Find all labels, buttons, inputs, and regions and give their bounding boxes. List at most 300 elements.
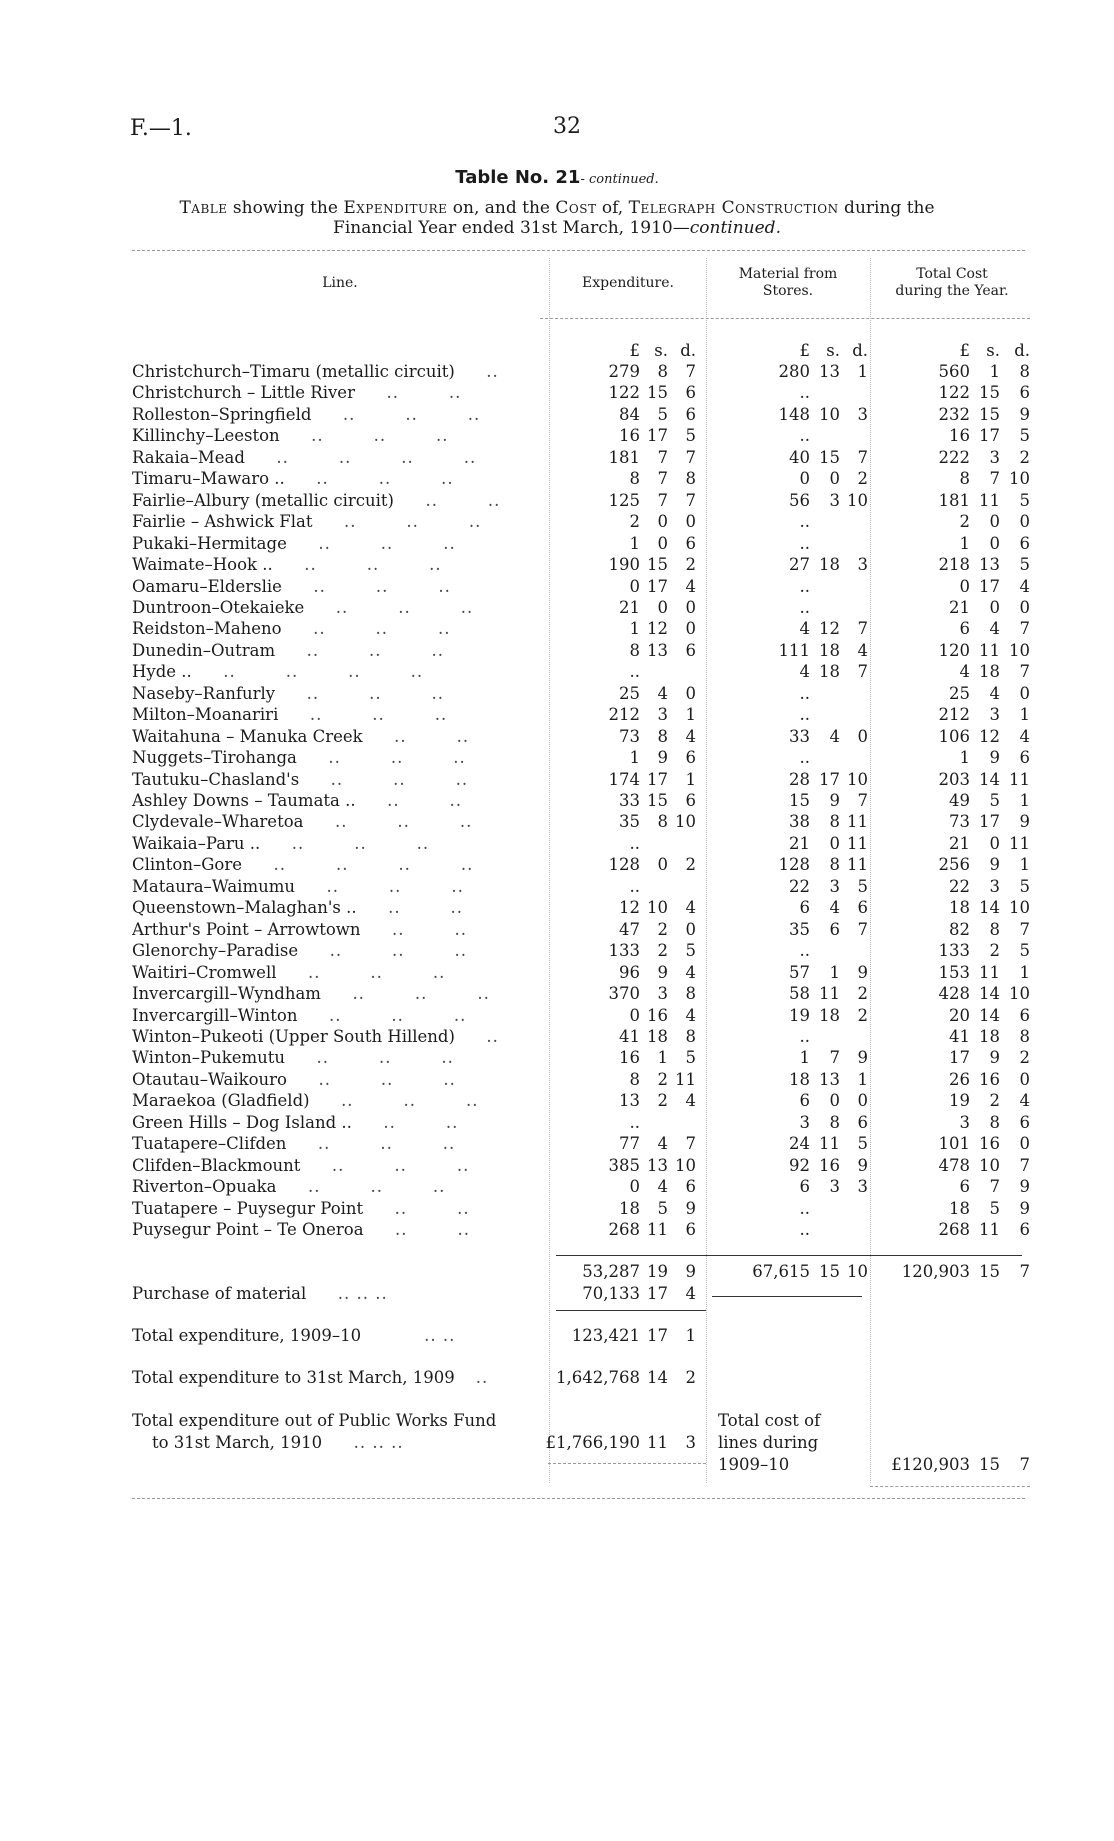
line-name [132,747,548,768]
table-row [0,1176,1114,1197]
exp-shillings: 2 [657,919,668,939]
exp-pence: 0 [685,683,696,703]
mat-pounds: 15 [789,791,810,810]
exp-pounds: 96 [619,962,640,982]
total-1909-row [0,1325,1114,1346]
line-name-text: Green Hills – Dog Island .. [132,1112,352,1132]
exp-shillings: 4 [657,1177,668,1197]
mat-pence: 9 [857,962,868,982]
tot-shillings: 3 [989,705,1000,725]
subtitle-word-cost: Cost [555,198,597,218]
exp-shilling-head: s. [654,341,668,360]
mat-pounds: 111 [778,640,810,660]
tot-shillings: 5 [989,1198,1000,1218]
total-to-date-row [0,1367,1114,1388]
mat-shillings: 8 [829,1112,840,1132]
subtotal-tot-pounds: 120,903 [901,1262,970,1281]
line-name-text: Oamaru–Elderslie [132,576,282,596]
mat-pence: 6 [857,898,868,918]
exp-pence: 0 [685,597,696,617]
lines-cost-pounds: £120,903 [891,1455,970,1474]
line-name [132,683,548,704]
tot-pounds: 3 [959,1112,970,1132]
line-name-text: Invercargill–Winton [132,1005,298,1025]
tot-pounds: 18 [949,1198,970,1218]
exp-pounds: 0 [629,1177,640,1197]
line-name-text: Pukaki–Hermitage [132,533,287,553]
exp-pence: 5 [685,1048,696,1068]
line-name-text: Killinchy–Leeston [132,426,280,446]
subtotal-tot-shillings: 15 [979,1262,1000,1281]
exp-pence: 8 [685,469,696,489]
mat-shillings: 18 [819,662,840,682]
bottom-rule [132,1498,1025,1499]
mat-pence: 9 [857,1048,868,1068]
mat-shillings: 0 [829,1091,840,1111]
pwf-exp-pounds: £1,766,190 [545,1433,640,1452]
pwf-exp-pence: 3 [685,1433,696,1452]
mat-shillings: 13 [819,1069,840,1089]
tot-pounds: 4 [959,662,970,682]
exp-shillings: 8 [657,726,668,746]
tot-pence: 2 [1019,447,1030,467]
mat-pence: 4 [857,640,868,660]
line-name-text: Ashley Downs – Taumata .. [132,791,356,810]
tot-pounds: 218 [938,555,970,575]
table-row [0,919,1114,940]
tot-pounds: 20 [949,1005,970,1025]
table-row [0,1112,1114,1133]
table-row [0,833,1114,854]
exp-pence: 4 [685,726,696,746]
exp-pounds: 73 [619,726,640,746]
tot-shillings: 8 [989,919,1000,939]
mat-pence: 2 [857,469,868,489]
exp-pounds: 0 [629,576,640,596]
mat-shillings: 13 [819,362,840,381]
line-name-text: Mataura–Waimumu [132,876,295,896]
tot-pounds: 106 [938,726,970,746]
line-leader: .. .. .. [316,469,454,489]
mat-pounds: .. [799,1220,810,1239]
mat-pounds: 0 [799,469,810,489]
exp-pence: 6 [685,1177,696,1197]
pwf-label-line-1: Total expenditure out of Public Works Fund [132,1411,497,1430]
tot-shillings: 18 [979,662,1000,682]
tot-pence: 5 [1019,426,1030,446]
exp-pence-head: d. [680,341,696,360]
exp-shillings: 0 [657,533,668,553]
tot-pounds: 1 [959,748,970,768]
table-row [0,683,1114,704]
mat-pounds: 18 [789,1069,810,1089]
tot-shillings: 0 [989,833,1000,853]
col-head-material-2: Stores. [762,283,814,299]
mat-pence: 11 [847,855,868,875]
exp-pence: 9 [685,1198,696,1218]
tot-shillings: 15 [979,404,1000,424]
exp-shillings: 12 [647,619,668,639]
mat-pounds: 4 [799,662,810,682]
line-name-text: Puysegur Point – Te Oneroa [132,1220,364,1239]
mat-shillings: 7 [829,1048,840,1068]
table-row [0,769,1114,790]
tot-pounds: 181 [938,490,970,510]
top-rule [132,250,1025,251]
mat-pence: 7 [857,791,868,810]
table-row [0,1219,1114,1240]
line-name-text: Christchurch–Timaru (metallic circuit) [132,362,455,381]
mat-pounds: 19 [789,1005,810,1025]
total-1909-exp-pounds: 123,421 [571,1326,640,1345]
table-row [0,468,1114,489]
subtitle-line-2: Financial Year ended 31st March, 1910— [333,218,690,238]
tot-pounds: 21 [949,833,970,853]
exp-pence: 6 [685,791,696,810]
exp-shillings: 7 [657,447,668,467]
exp-pence: 6 [685,748,696,768]
tot-pounds: 256 [938,855,970,875]
line-name-text: Naseby–Ranfurly [132,683,276,703]
line-leader: .. .. .. [313,619,451,639]
mat-shillings: 18 [819,1005,840,1025]
line-name-text: Waikaia–Paru .. [132,833,261,853]
total-1909-exp-shillings: 17 [647,1326,668,1345]
tot-pounds: 268 [938,1220,970,1239]
pwf-exp-shillings: 11 [647,1433,668,1452]
mat-pounds: 33 [789,726,810,746]
tot-pence: 1 [1019,705,1030,725]
total-to-date-exp-pence: 2 [685,1368,696,1387]
exp-pence: 7 [685,490,696,510]
table-title-continued: continued. [588,172,659,187]
tot-pounds: 232 [938,404,970,424]
exp-pounds: 13 [619,1091,640,1111]
exp-pounds: 12 [619,898,640,918]
currency-row [0,340,1114,361]
mat-pounds: 6 [799,898,810,918]
table-row [0,597,1114,618]
line-leader: .. .. .. [329,941,467,961]
col-head-total [872,266,1032,300]
col-head-material [708,266,868,300]
line-leader: .. .. .. [341,1091,479,1111]
mat-shillings: 11 [819,984,840,1004]
mat-shillings: 1 [829,962,840,982]
mat-pence: 5 [857,1134,868,1154]
exp-pence: 0 [685,512,696,532]
mat-pounds: .. [799,683,810,703]
tot-pence: 8 [1019,362,1030,381]
tot-pounds: 25 [949,683,970,703]
mat-pounds: 1 [799,1048,810,1068]
line-name [132,404,548,425]
line-name [132,1069,548,1090]
tot-pounds: 120 [938,640,970,660]
table-row [0,1155,1114,1176]
line-name [132,597,548,618]
tot-pounds: 49 [949,791,970,810]
tot-pence: 9 [1019,1177,1030,1197]
tot-shillings: 11 [979,1220,1000,1239]
tot-pounds: 16 [949,426,970,446]
exp-pence: 4 [685,962,696,982]
exp-pence: 4 [685,898,696,918]
subtotal-mat-pence: 10 [847,1262,868,1281]
tot-pounds: 21 [949,597,970,617]
tot-shillings: 2 [989,941,1000,961]
line-leader: .. .. .. [318,1069,456,1089]
exp-pence: 10 [675,1155,696,1175]
exp-pounds: 1 [629,619,640,639]
mat-pounds: 56 [789,490,810,510]
mat-pounds: .. [799,426,810,446]
mat-pence: 3 [857,555,868,575]
exp-pounds: 125 [608,490,640,510]
table-row [0,511,1114,532]
table-row [0,618,1114,639]
line-name [132,468,548,489]
line-name [132,897,548,918]
table-row [0,876,1114,897]
tot-pence: 5 [1019,555,1030,575]
line-name [132,1176,548,1197]
line-name [132,854,548,875]
exp-pence: 4 [685,576,696,596]
mat-pounds: .. [799,576,810,596]
line-leader: .. .. [386,383,462,403]
subtotal-exp-pounds: 53,287 [582,1262,640,1281]
mat-shillings: 8 [829,855,840,875]
tot-shillings: 1 [989,362,1000,381]
line-name-text: Dunedin–Outram [132,640,276,660]
tot-shillings: 17 [979,812,1000,832]
line-name [132,1112,548,1133]
table-row [0,533,1114,554]
mat-pence: 2 [857,984,868,1004]
line-name [132,1219,548,1240]
exp-pence: 6 [685,1220,696,1239]
mat-pence: 10 [847,769,868,789]
mat-pence: 1 [857,362,868,381]
exp-pounds: 174 [608,769,640,789]
exp-pence: 0 [685,919,696,939]
table-row [0,1047,1114,1068]
exp-pounds: 84 [619,404,640,424]
mat-pounds: 148 [778,404,810,424]
mat-pence: 7 [857,447,868,467]
line-name-text: Queenstown–Malaghan's .. [132,898,357,918]
tot-pence: 1 [1019,791,1030,810]
subtotal-mat-shillings: 15 [819,1262,840,1281]
exp-shillings: 15 [647,791,668,810]
tot-shillings: 4 [989,619,1000,639]
tot-pence: 6 [1019,748,1030,768]
mat-shillings: 4 [829,898,840,918]
header-ref: F.—1. [130,116,192,141]
line-name [132,962,548,983]
exp-shillings: 2 [657,941,668,961]
tot-pounds: 19 [949,1091,970,1111]
line-name [132,940,548,961]
line-leader: .. .. .. [331,1155,470,1175]
tot-shillings: 17 [979,576,1000,596]
tot-pounds: 17 [949,1048,970,1068]
line-name [132,769,548,790]
exp-shillings: 2 [657,1069,668,1089]
mat-pounds: 38 [789,812,810,832]
mat-shillings: 18 [819,555,840,575]
mat-pounds: 128 [778,855,810,875]
table-row [0,490,1114,511]
tot-pounds: 153 [938,962,970,982]
tot-shillings: 3 [989,447,1000,467]
tot-pence: 1 [1019,855,1030,875]
exp-shillings: 18 [647,1026,668,1046]
tot-shillings: 11 [979,962,1000,982]
mat-pounds: .. [799,1026,810,1046]
exp-pence: 10 [675,812,696,832]
exp-pence: 6 [685,404,696,424]
pwf-label-line-2: to 31st March, 1910 .. .. .. [152,1433,404,1452]
mat-shillings: 6 [829,919,840,939]
line-name-text: Invercargill–Wyndham [132,984,321,1004]
mat-pence: 0 [857,1091,868,1111]
line-leader: .. .. [394,1198,470,1218]
tot-pence: 9 [1019,1198,1030,1218]
heading-rule [540,318,1030,319]
mat-pounds: .. [799,705,810,725]
mat-pence: 7 [857,662,868,682]
tot-pence: 0 [1019,597,1030,617]
tot-shillings: 16 [979,1069,1000,1089]
lines-cost-shillings: 15 [979,1455,1000,1474]
exp-pounds: 2 [629,512,640,532]
exp-pence: 6 [685,533,696,553]
line-leader: .. .. .. [343,512,482,532]
tot-pounds: 101 [938,1134,970,1154]
total-to-date-exp-pounds: 1,642,768 [556,1368,640,1387]
mat-pounds: 28 [789,769,810,789]
mat-pounds: .. [799,597,810,617]
line-leader: .. .. [394,726,470,746]
exp-shillings: 13 [647,1155,668,1175]
tot-pence: 11 [1009,769,1030,789]
mat-pounds: 57 [789,962,810,982]
table-row [0,554,1114,575]
mat-shillings: 0 [829,833,840,853]
mat-pounds: 24 [789,1134,810,1154]
tot-pounds: 428 [938,984,970,1004]
table-row [0,790,1114,811]
col-head-material-1: Material from [738,266,838,282]
subtitle-text-3: of, [596,198,629,218]
exp-pounds: .. [629,876,640,896]
exp-pounds: 77 [619,1134,640,1154]
line-name [132,790,548,811]
col-head-total-1: Total Cost [916,266,988,282]
table-row [0,425,1114,446]
line-leader: .. .. .. [334,812,473,832]
exp-shillings: 0 [657,855,668,875]
line-leader: .. .. [392,919,467,939]
tot-shillings: 2 [989,1091,1000,1111]
line-leader: .. .. .. [335,597,474,617]
exp-shillings: 4 [657,683,668,703]
purchase-exp-shillings: 17 [647,1284,668,1303]
exp-shillings: 16 [647,1005,668,1025]
exp-pounds: 21 [619,597,640,617]
line-name [132,576,548,597]
mat-pounds: .. [799,512,810,532]
line-leader: .. .. .. [304,555,442,575]
mat-shillings: 3 [829,1177,840,1197]
mat-shillings: 3 [829,876,840,896]
line-name [132,811,548,832]
purchase-rule [712,1296,862,1297]
tot-shillings: 4 [989,683,1000,703]
exp-shillings: 7 [657,490,668,510]
mat-pounds: 35 [789,919,810,939]
mat-shillings: 8 [829,812,840,832]
purchase-row [0,1283,1114,1304]
exp-pounds: 181 [608,447,640,467]
line-name [132,1133,548,1154]
tot-pounds: 18 [949,898,970,918]
subtitle-text-4: during the [838,198,935,218]
exp-shillings: 9 [657,962,668,982]
tot-pence: 0 [1019,1069,1030,1089]
page-number: 32 [553,114,581,139]
line-name-text: Tuatapere–Clifden [132,1134,287,1154]
mat-pounds: .. [799,383,810,403]
line-leader: .. .. .. [317,1134,456,1154]
exp-shillings: 2 [657,1091,668,1111]
mat-pence: 11 [847,812,868,832]
subtitle-word-table: Table [179,198,228,218]
tot-shillings: 0 [989,512,1000,532]
subtotal-exp-shillings: 19 [647,1262,668,1281]
line-name-text: Tautuku–Chasland's [132,769,300,789]
line-leader: .. .. .. [313,576,451,596]
line-name [132,919,548,940]
table-row [0,704,1114,725]
exp-pence: 2 [685,855,696,875]
line-name-text: Glenorchy–Paradise [132,941,299,961]
col-head-total-2: during the Year. [895,283,1009,299]
exp-pence: 8 [685,984,696,1004]
exp-pounds: 8 [629,469,640,489]
line-name-text: Otautau–Waikouro [132,1069,287,1089]
mat-pence: 5 [857,876,868,896]
exp-shillings: 3 [657,705,668,725]
table-subtitle [0,198,1114,238]
mat-pounds: 3 [799,1112,810,1132]
table-row [0,1005,1114,1026]
tot-pence: 7 [1019,919,1030,939]
line-leader: .. .. .. [306,683,445,703]
line-leader: .. .. .. [306,640,444,660]
line-name-text: Christchurch – Little River [132,383,355,403]
table-row [0,382,1114,403]
subtitle-continued: continued. [689,218,781,238]
exp-pounds: .. [629,1112,640,1132]
line-name-text: Timaru–Mawaro .. [132,469,285,489]
mat-pence: 7 [857,619,868,639]
subtotal-mat-pounds: 67,615 [752,1262,810,1281]
exp-pounds: 0 [629,1005,640,1025]
exp-pence: 8 [685,1026,696,1046]
